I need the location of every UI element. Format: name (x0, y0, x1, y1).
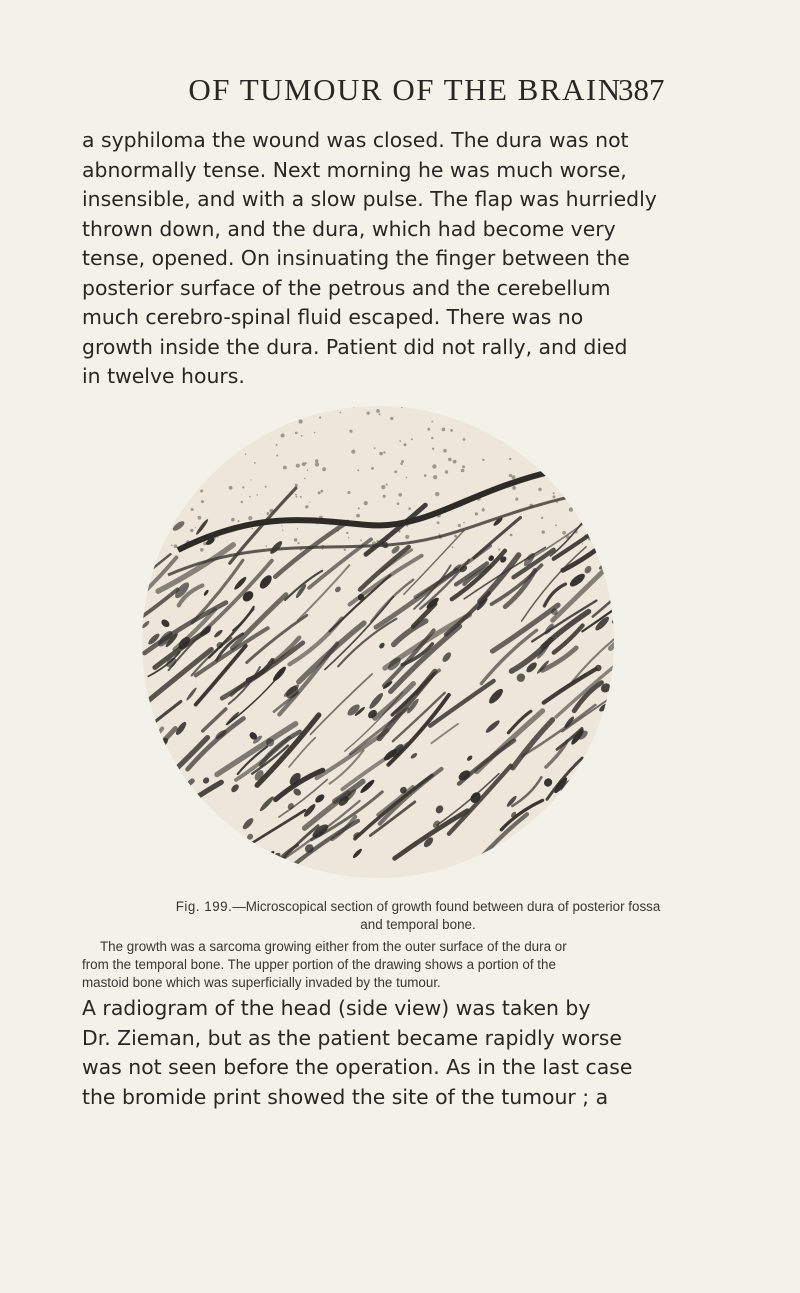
text-line: insensible, and with a slow pulse. The flap was hurriedly (82, 187, 657, 211)
text-line: Dr. Zieman, but as the patient became rapidly worse (82, 1025, 622, 1050)
text-line: growth inside the dura. Patient did not rally, and died (82, 334, 628, 359)
text-line: the bromide print showed the site of the tumour ; a (82, 1084, 609, 1109)
body-paragraph-top (82, 126, 670, 392)
text-line: tense, opened. On insinuating the finger between the (82, 246, 630, 270)
text-line: much cerebro-spinal fluid escaped. There was no (82, 305, 584, 329)
figure-label: Fig. 199. (175, 899, 233, 914)
text-line: a syphiloma the wound was closed. The dura was not (82, 128, 629, 152)
figure-footnote (82, 938, 702, 992)
text-line: abnormally tense. Next morning he was much worse, (82, 157, 627, 182)
page-number: 387 (618, 72, 665, 107)
caption-text: —Microscopical section of growth found between dura of posterior fossa (232, 899, 661, 914)
footnote-line: from the temporal bone. The upper portion of the drawing shows a portion of the (82, 957, 556, 972)
microscopic-section-figure (138, 400, 618, 884)
text-line: A radiogram of the head (side view) was taken by (82, 996, 591, 1020)
caption-text-continued: and temporal bone. (360, 917, 476, 932)
text-line: in twelve hours. (82, 364, 245, 388)
footnote-line: mastoid bone which was superficially invaded by the tumour. (82, 975, 441, 990)
text-line: thrown down, and the dura, which had become very (82, 216, 616, 241)
page-header (0, 72, 800, 108)
running-title: OF TUMOUR OF THE BRAIN (188, 72, 622, 107)
text-line: was not seen before the operation. As in the last case (82, 1055, 633, 1079)
body-paragraph-bottom (82, 994, 670, 1112)
micrograph-illustration (138, 400, 618, 884)
figure-caption (118, 898, 718, 934)
footnote-line: The growth was a sarcoma growing either from the outer surface of the dura or (100, 939, 567, 954)
text-line: posterior surface of the petrous and the cerebellum (82, 275, 611, 300)
